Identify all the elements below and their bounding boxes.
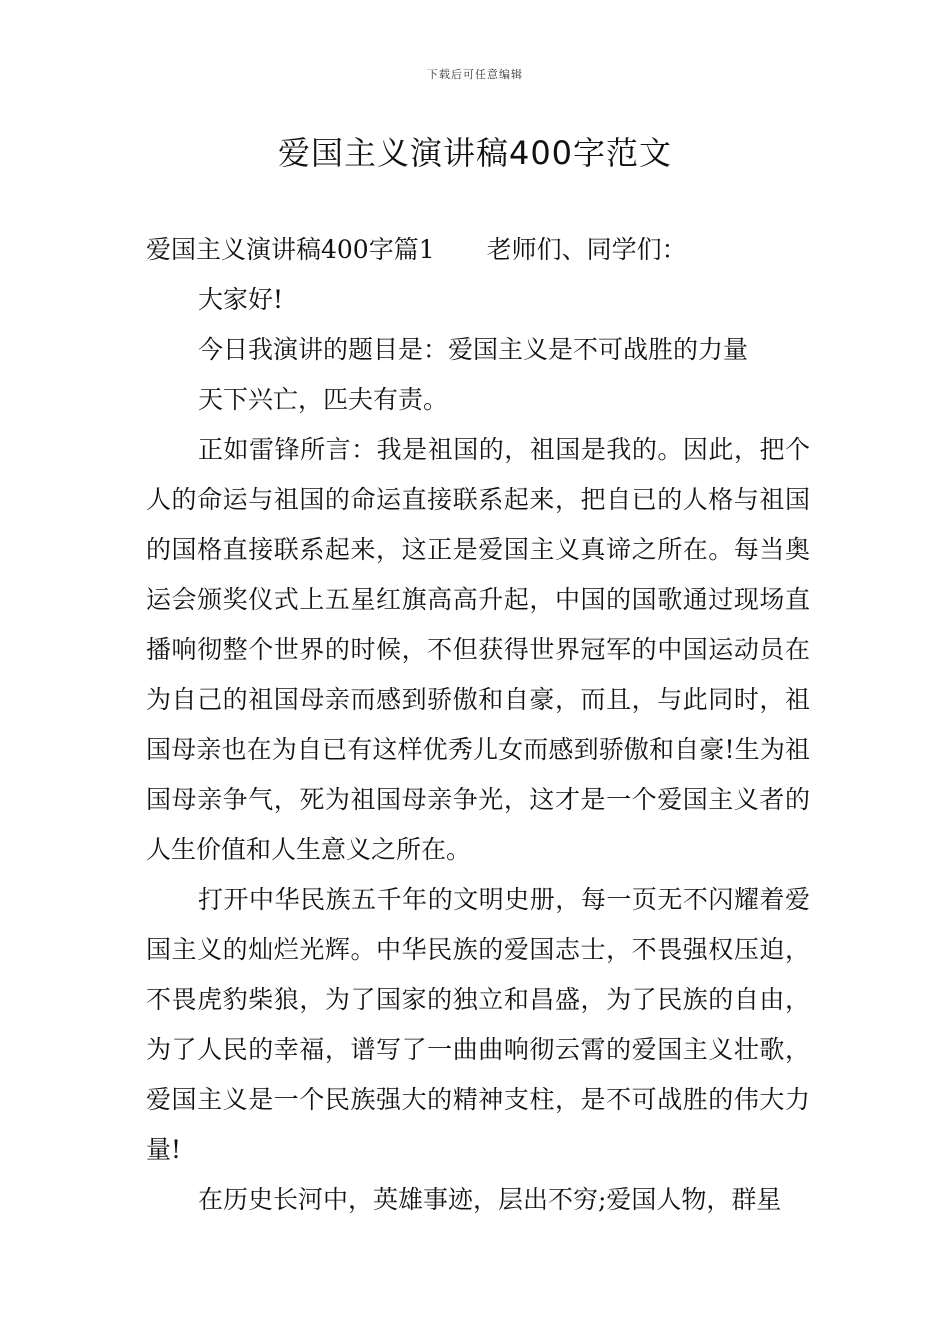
document-title: 爱国主义演讲稿400字范文 — [277, 134, 673, 172]
document-body — [146, 225, 810, 1225]
section-label: 爱国主义演讲稿400字篇1 — [146, 235, 435, 264]
paragraph: 在历史长河中，英雄事迹，层出不穷;爱国人物，群星 — [198, 1185, 782, 1214]
paragraph: 天下兴亡，匹夫有责。 — [198, 385, 449, 414]
paragraph: 正如雷锋所言：我是祖国的，祖国是我的。因此，把个人的命运与祖国的命运直接联系起来，把自已的人格与祖国的国格直接联系起来，这正是爱国主义真谛之所在。每当奥运会颁奖仪式上五星红旗高高升起，中国的国歌通过现场直播响彻整个世界的时候，不但获得世界冠军的中国运动员在为自己的祖国母亲而感到骄傲和自豪，而且，与此同时，祖国母亲也在为自已有这样优秀儿女而感到骄傲和自豪!生为祖国母亲争气，死为祖国母亲争光，这才是一个爱国主义者的人生价值和人生意义之所在。 — [146, 435, 810, 864]
paragraph: 打开中华民族五千年的文明史册，每一页无不闪耀着爱国主义的灿烂光辉。中华民族的爱国志士，不畏强权压迫，不畏虎豹柴狼，为了国家的独立和昌盛，为了民族的自由，为了人民的幸福，谱写了一曲曲响彻云霄的爱国主义壮歌，爱国主义是一个民族强大的精神支柱，是不可战胜的伟大力量! — [146, 885, 810, 1164]
paragraph: 大家好! — [198, 285, 284, 314]
opening-line — [146, 225, 810, 275]
header-note: 下载后可任意编辑 — [427, 68, 523, 81]
paragraph: 今日我演讲的题目是：爱国主义是不可战胜的力量 — [198, 335, 749, 364]
salutation: 老师们、同学们： — [486, 235, 687, 264]
